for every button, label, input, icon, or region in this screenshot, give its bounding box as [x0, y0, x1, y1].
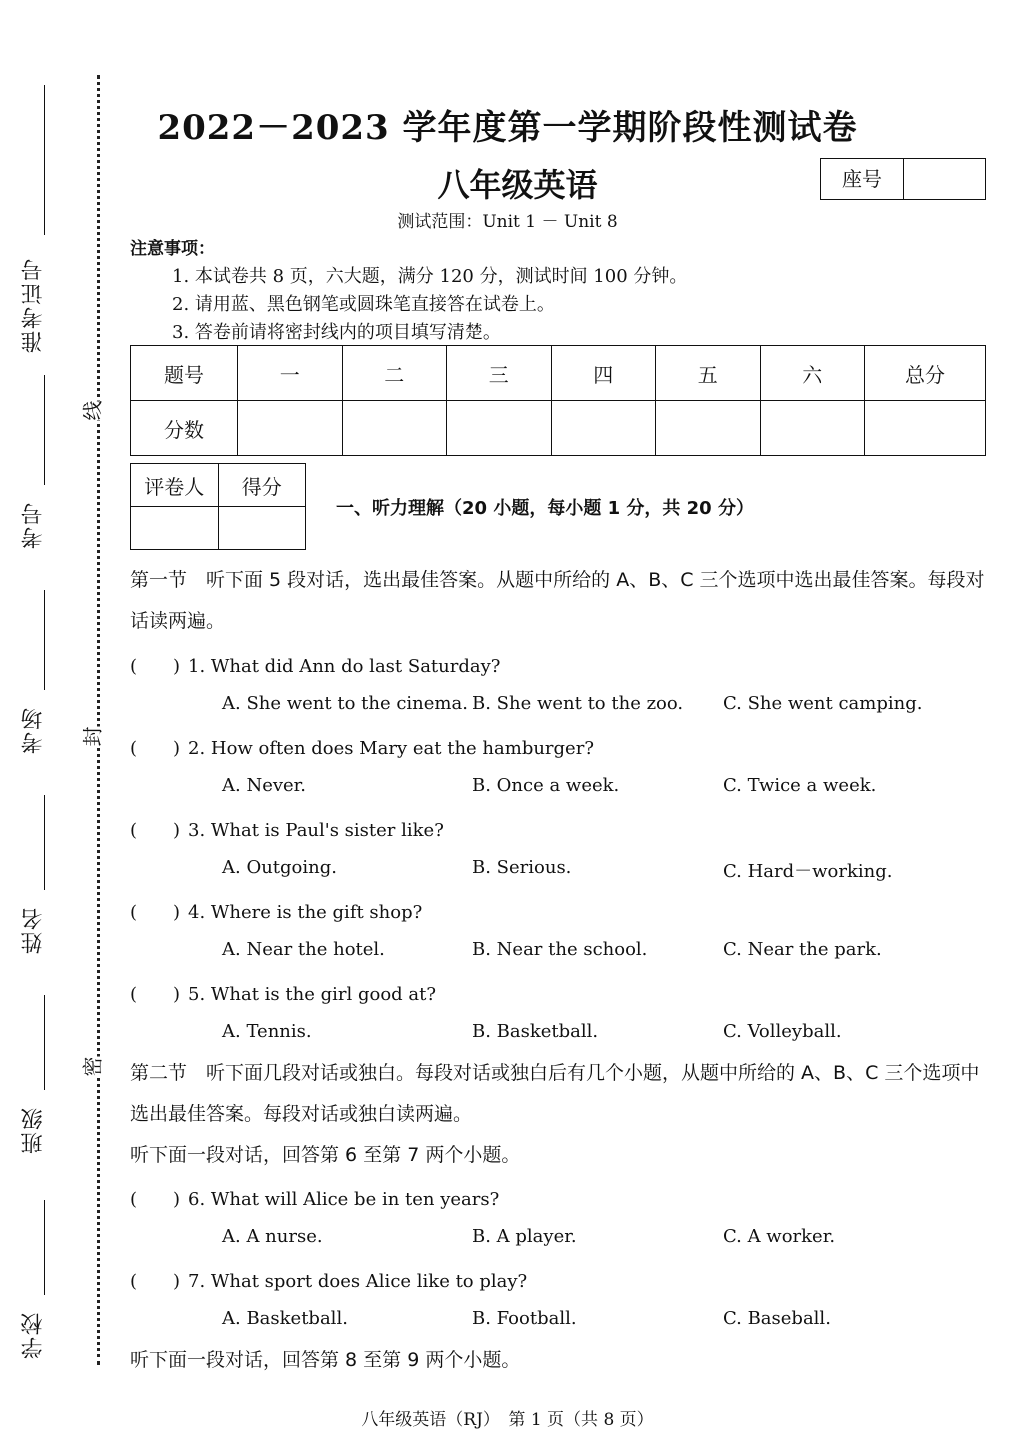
seal-char-secret: 密: [73, 1057, 110, 1077]
score-cell[interactable]: [342, 401, 447, 456]
page-subtitle: 八年级英语: [437, 166, 598, 204]
exam-id-label: 准考证号: [21, 257, 46, 353]
option-a: A. Never.: [222, 775, 307, 796]
exam-no-label: 考号: [21, 501, 46, 549]
seal-dotted-line: [97, 75, 100, 1365]
table-row: [131, 507, 306, 550]
notice-item: 1. 本试卷共 8 页，六大题，满分 120 分，测试时间 100 分钟。: [172, 266, 688, 287]
option-b: B. Football.: [472, 1308, 577, 1329]
question-text: 4. Where is the gift shop?: [188, 902, 423, 923]
table-header: 二: [342, 346, 447, 401]
option-b: B. Basketball.: [472, 1021, 599, 1042]
option-a: A. Tennis.: [222, 1021, 312, 1042]
notice-item: 2. 请用蓝、黑色钢笔或圆珠笔直接答在试卷上。: [172, 294, 555, 315]
seal-char-line: 线: [73, 401, 110, 421]
section-title: 一、听力理解（20 小题，每小题 1 分，共 20 分）: [336, 498, 754, 519]
rule-line: [44, 795, 45, 890]
answer-paren[interactable]: ( ): [130, 1271, 181, 1292]
answer-paren[interactable]: ( ): [130, 656, 181, 677]
option-c: C. Baseball.: [723, 1308, 831, 1329]
option-c: C. She went camping.: [723, 693, 923, 714]
score-cell[interactable]: [238, 401, 343, 456]
rule-line: [44, 590, 45, 690]
option-a: A. A nurse.: [222, 1226, 323, 1247]
listen-instruction: 听下面一段对话，回答第 8 至第 9 两个小题。: [130, 1349, 521, 1371]
question: [130, 1267, 527, 1293]
notice-heading: 注意事项：: [130, 239, 215, 259]
rule-line: [44, 375, 45, 485]
table-header: 一: [238, 346, 343, 401]
option-c: C. Hard－working.: [723, 861, 893, 882]
option-a: A. Near the hotel.: [222, 939, 385, 960]
seat-box: [820, 158, 986, 200]
question: [130, 898, 422, 924]
grader-header: 评卷人: [131, 464, 219, 507]
option-a: A. She went to the cinema.: [222, 693, 468, 714]
score-cell[interactable]: [865, 401, 986, 456]
option-c: C. Near the park.: [723, 939, 882, 960]
class-label: 班级: [21, 1106, 46, 1154]
page-title: 2022－2023 学年度第一学期阶段性测试卷: [157, 108, 858, 148]
question-text: 5. What is the girl good at?: [188, 984, 437, 1005]
part1-intro: 第一节 听下面 5 段对话，选出最佳答案。从题中所给的 A、B、C 三个选项中选出最佳答案。每段对话读两遍。: [130, 569, 985, 632]
option-b: B. Once a week.: [472, 775, 620, 796]
table-row: [131, 401, 986, 456]
seat-field[interactable]: [904, 159, 985, 199]
answer-paren[interactable]: ( ): [130, 1189, 181, 1210]
answer-paren[interactable]: ( ): [130, 738, 181, 759]
school-label: 学校: [21, 1311, 46, 1359]
rule-line: [44, 1200, 45, 1295]
question: [130, 980, 436, 1006]
score-cell[interactable]: [656, 401, 761, 456]
question-text: 3. What is Paul's sister like?: [188, 820, 444, 841]
rule-line: [44, 995, 45, 1090]
option-c: C. Twice a week.: [723, 775, 877, 796]
row-label: 分数: [131, 401, 238, 456]
question: [130, 652, 500, 678]
answer-paren[interactable]: ( ): [130, 984, 181, 1005]
listen-instruction: 听下面一段对话，回答第 6 至第 7 两个小题。: [130, 1144, 521, 1166]
notice-item: 3. 答卷前请将密封线内的项目填写清楚。: [172, 322, 501, 343]
table-row: [131, 464, 306, 507]
option-c: C. A worker.: [723, 1226, 836, 1247]
question-text: 1. What did Ann do last Saturday?: [188, 656, 501, 677]
question: [130, 734, 594, 760]
option-b: B. Near the school.: [472, 939, 648, 960]
option-a: A. Outgoing.: [222, 857, 337, 878]
grader-table: [130, 463, 306, 550]
table-header: 四: [551, 346, 656, 401]
question-text: 2. How often does Mary eat the hamburger?: [188, 738, 594, 759]
seal-char-seal: 封: [73, 727, 110, 747]
table-row: [131, 346, 986, 401]
seat-label: 座号: [821, 159, 904, 199]
score-table: [130, 345, 986, 456]
option-b: B. She went to the zoo.: [472, 693, 684, 714]
answer-paren[interactable]: ( ): [130, 902, 181, 923]
option-b: B. Serious.: [472, 857, 572, 878]
part2-intro: 第二节 听下面几段对话或独白。每段对话或独白后有几个小题，从题中所给的 A、B、C 三个选项中选出最佳答案。每段对话或独白读两遍。: [130, 1062, 980, 1125]
option-c: C. Volleyball.: [723, 1021, 842, 1042]
table-header: 三: [447, 346, 552, 401]
table-header: 题号: [131, 346, 238, 401]
table-header: 六: [760, 346, 865, 401]
score-cell[interactable]: [447, 401, 552, 456]
question-text: 7. What sport does Alice like to play?: [188, 1271, 528, 1292]
score-cell[interactable]: [218, 507, 306, 550]
answer-paren[interactable]: ( ): [130, 820, 181, 841]
score-header: 得分: [218, 464, 306, 507]
table-header: 总分: [865, 346, 986, 401]
table-header: 五: [656, 346, 761, 401]
question-text: 6. What will Alice be in ten years?: [188, 1189, 500, 1210]
test-scope: 测试范围：Unit 1 － Unit 8: [397, 212, 618, 232]
exam-room-label: 考场: [21, 706, 46, 754]
score-cell[interactable]: [551, 401, 656, 456]
option-b: B. A player.: [472, 1226, 577, 1247]
name-label: 姓名: [21, 906, 46, 954]
option-a: A. Basketball.: [222, 1308, 348, 1329]
grader-cell[interactable]: [131, 507, 219, 550]
question: [130, 816, 444, 842]
question: [130, 1185, 499, 1211]
score-cell[interactable]: [760, 401, 865, 456]
page-footer: 八年级英语（RJ） 第 1 页（共 8 页）: [361, 1410, 654, 1430]
